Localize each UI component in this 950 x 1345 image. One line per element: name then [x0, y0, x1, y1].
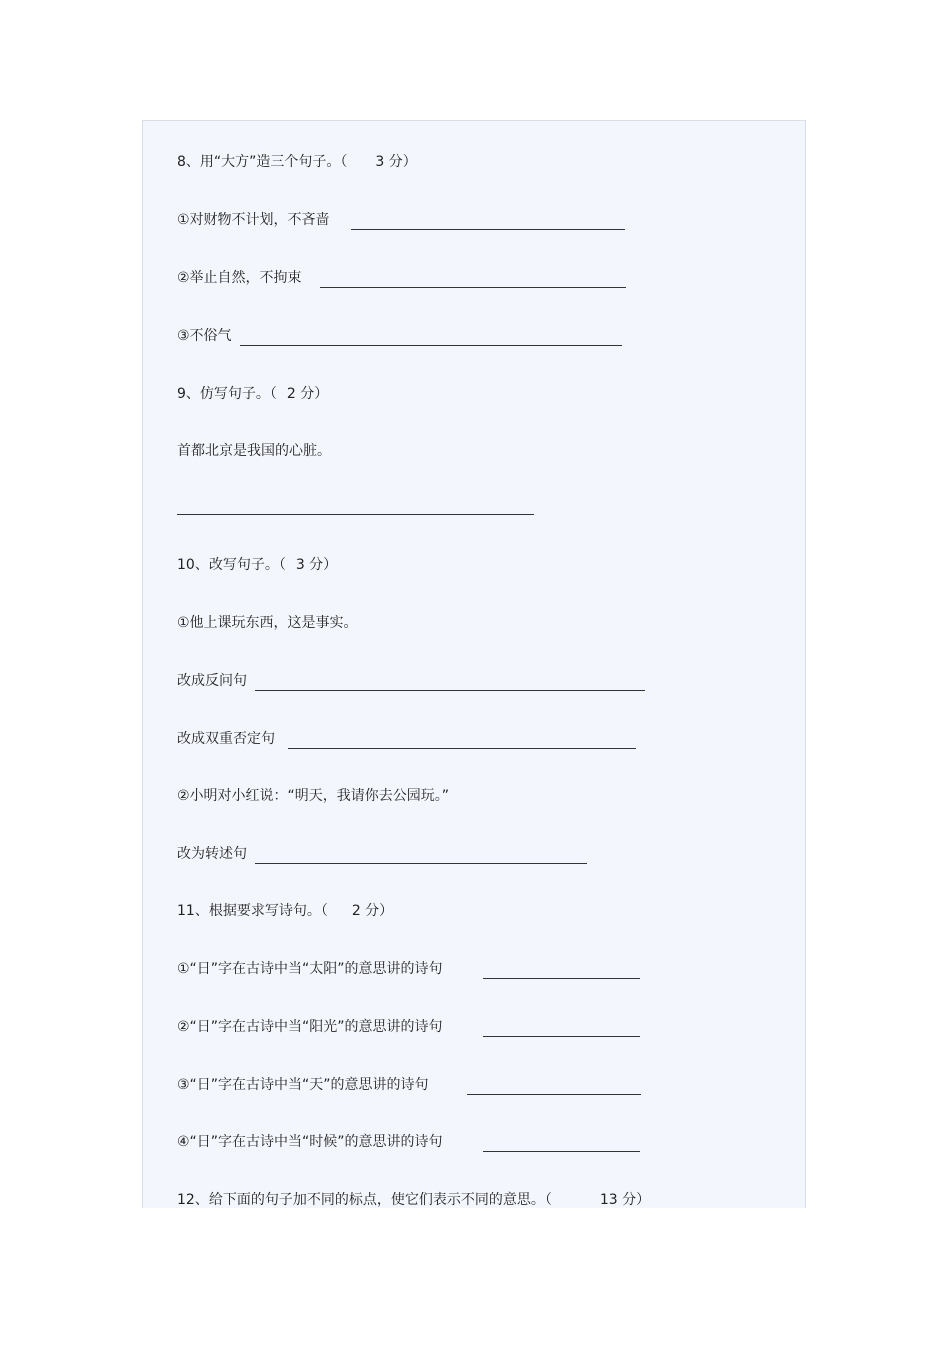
q10-heading: 10、改写句子。（ 3 分）	[177, 557, 338, 573]
q8-heading: 8、用“大方”造三个句子。（ 3 分）	[177, 154, 417, 170]
q11-heading: 11、根据要求写诗句。（ 2 分）	[177, 903, 394, 919]
q11-item-2: ②“日”字在古诗中当“阳光”的意思讲的诗句	[177, 1017, 640, 1037]
q9-answer[interactable]	[177, 498, 534, 515]
q10-sentence-1: ①他上课玩东西，这是事实。	[177, 615, 358, 631]
q11-item-1: ①“日”字在古诗中当“太阳”的意思讲的诗句	[177, 959, 640, 979]
q8-answer-1[interactable]	[351, 213, 625, 230]
q8-item-2: ②举止自然，不拘束	[177, 268, 626, 288]
q10-answer-rhetorical[interactable]	[255, 674, 645, 691]
q11-answer-1[interactable]	[483, 962, 640, 979]
q10-task-double-negative: 改成双重否定句	[177, 729, 636, 749]
q11-answer-4[interactable]	[483, 1135, 640, 1152]
q8-item-3: ③不俗气	[177, 326, 622, 346]
q10-sentence-2: ②小明对小红说：“明天，我请你去公园玩。”	[177, 788, 450, 804]
q11-item-3: ③“日”字在古诗中当“天”的意思讲的诗句	[177, 1075, 641, 1095]
q10-answer-indirect[interactable]	[255, 847, 587, 864]
q9-heading: 9、仿写句子。（ 2 分）	[177, 386, 329, 402]
q9-answer-line	[177, 498, 534, 515]
q8-answer-2[interactable]	[320, 271, 626, 288]
q10-task-rhetorical: 改成反问句	[177, 671, 645, 691]
q12-heading: 12、给下面的句子加不同的标点，使它们表示不同的意思。（ 13 分）	[177, 1192, 651, 1208]
q11-answer-3[interactable]	[467, 1078, 641, 1095]
q10-answer-double-negative[interactable]	[288, 732, 636, 749]
q9-example: 首都北京是我国的心脏。	[177, 443, 331, 459]
q11-answer-2[interactable]	[483, 1020, 640, 1037]
q11-item-4: ④“日”字在古诗中当“时候”的意思讲的诗句	[177, 1132, 640, 1152]
q10-task-indirect: 改为转述句	[177, 844, 587, 864]
q8-item-1: ①对财物不计划，不吝啬	[177, 210, 625, 230]
q8-answer-3[interactable]	[240, 329, 622, 346]
